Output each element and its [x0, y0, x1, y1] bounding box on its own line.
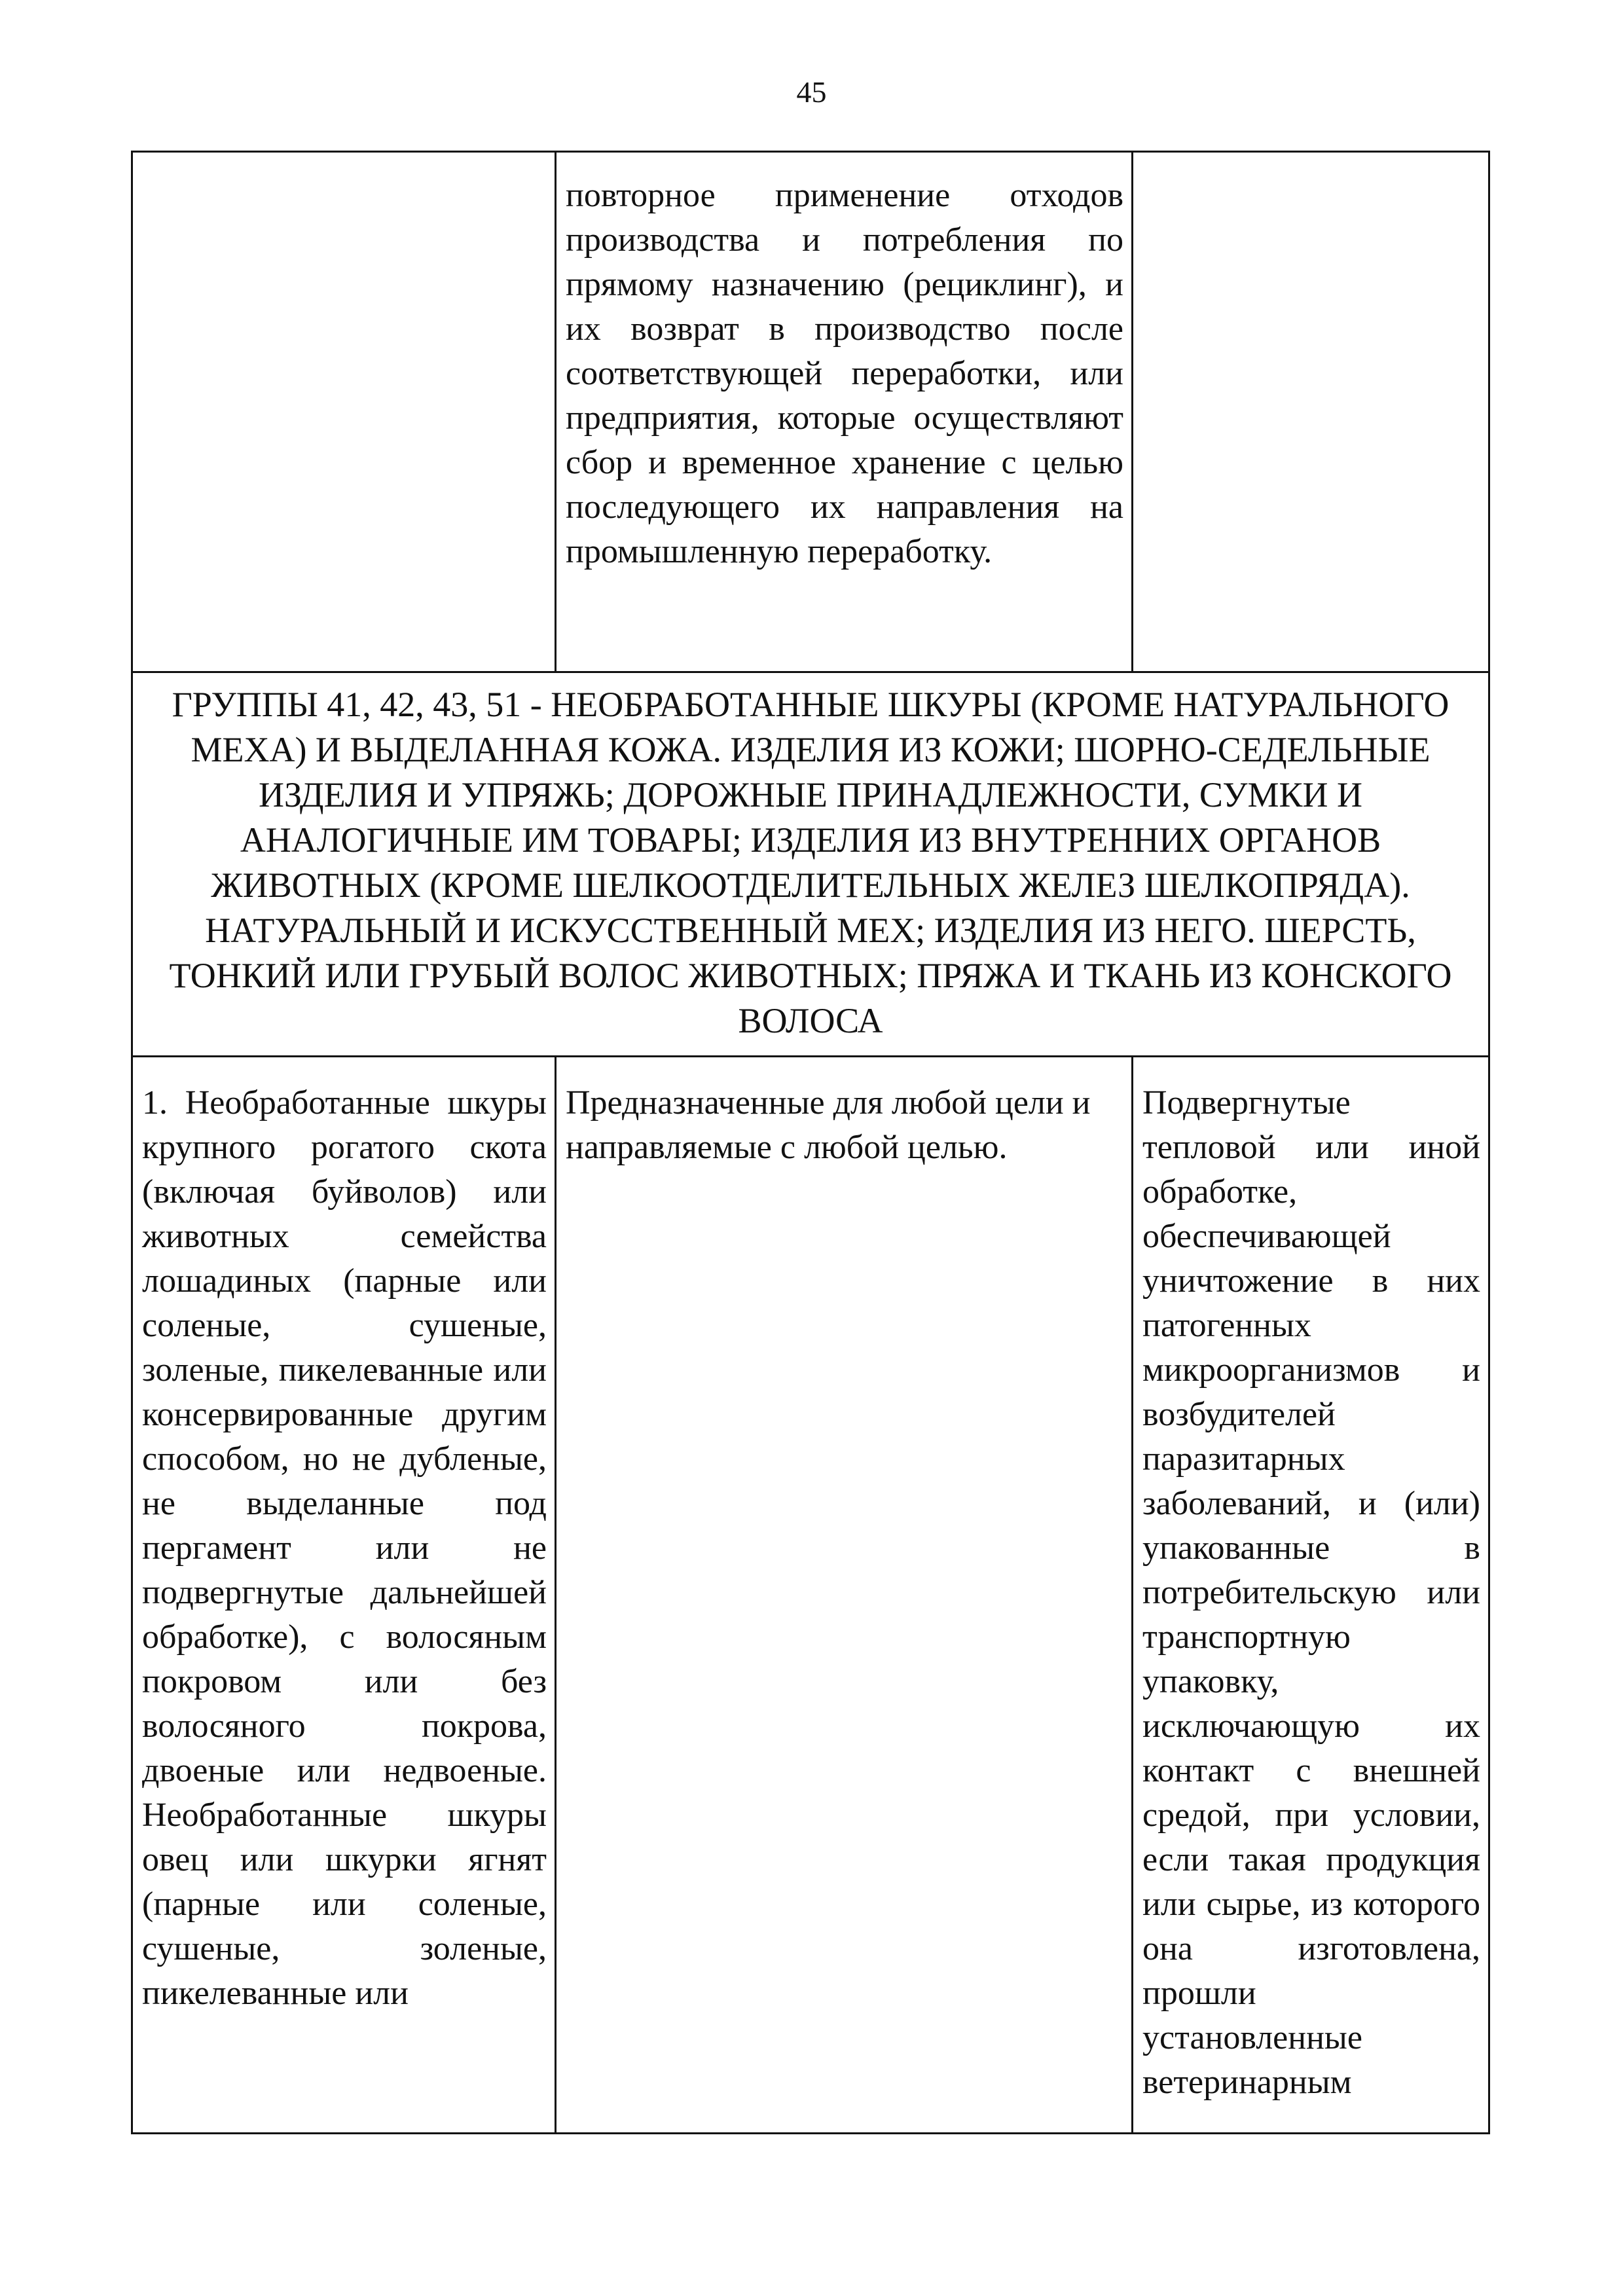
table-cell-continuation-text: [556, 152, 1133, 672]
table-cell-empty-left: [132, 152, 556, 672]
table-row: [132, 152, 1489, 672]
table-cell-conditions: [1133, 1057, 1489, 2134]
table-cell-purpose: [556, 1057, 1133, 2134]
product-description: 1. Необработанные шкуры крупного рогатого скота (включая буйволов) или животных семейства лошадиных (парные или соленые, сушеные, золеные, пикелеванные или консервированные другим способом, но не дубленые, не выделанные под пергамент или не подвергнутые дальнейшей обработке), с волосяным покровом или без волосяного покрова, двоеные или недвоеные. Необработанные шкуры овец или шкурки ягнят (парные или соленые, сушеные, золеные, пикелеванные или: [142, 1084, 547, 2012]
table-cell-empty-right: [1133, 152, 1489, 672]
table-row: [132, 1057, 1489, 2134]
purpose-text: Предназначенные для любой цели и направляемые с любой целью.: [566, 1084, 1091, 1166]
page-number: 45: [796, 75, 827, 109]
table-cell-product-description: [132, 1057, 556, 2134]
regulation-table: [131, 151, 1490, 2134]
cell-text: повторное применение отходов производства и потребления по прямому назначению (рециклинг), и их возврат в производство после соответствующей переработки, или предприятия, которые осуществляют сбор и временное хранение с целью последующего их направления на промышленную переработку.: [566, 177, 1123, 570]
table-row-group-heading: [132, 672, 1489, 1057]
group-heading: ГРУППЫ 41, 42, 43, 51 - НЕОБРАБОТАННЫЕ ШКУРЫ (КРОМЕ НАТУРАЛЬНОГО МЕХА) И ВЫДЕЛАННАЯ КОЖА. ИЗДЕЛИЯ ИЗ КОЖИ; ШОРНО-СЕДЕЛЬНЫЕ ИЗДЕЛИЯ И УПРЯЖЬ; ДОРОЖНЫЕ ПРИНАДЛЕЖНОСТИ, СУМКИ И АНАЛОГИЧНЫЕ ИМ ТОВАРЫ; ИЗДЕЛИЯ ИЗ ВНУТРЕННИХ ОРГАНОВ ЖИВОТНЫХ (КРОМЕ ШЕЛКООТДЕЛИТЕЛЬНЫХ ЖЕЛЕЗ ШЕЛКОПРЯДА). НАТУРАЛЬНЫЙ И ИСКУССТВЕННЫЙ МЕХ; ИЗДЕЛИЯ ИЗ НЕГО. ШЕРСТЬ, ТОНКИЙ ИЛИ ГРУБЫЙ ВОЛОС ЖИВОТНЫХ; ПРЯЖА И ТКАНЬ ИЗ КОНСКОГО ВОЛОСА: [169, 685, 1452, 1040]
conditions-text: Подвергнутые тепловой или иной обработке, обеспечивающей уничтожение в них патогенных микроорганизмов и возбудителей паразитарных заболеваний, и (или) упакованные в потребительскую или транспортную упаковку, исключающую их контакт с внешней средой, при условии, если такая продукция или сырье, из которого она изготовлена, прошли установленные ветеринарным: [1142, 1084, 1480, 2101]
group-heading-cell: [132, 672, 1489, 1057]
